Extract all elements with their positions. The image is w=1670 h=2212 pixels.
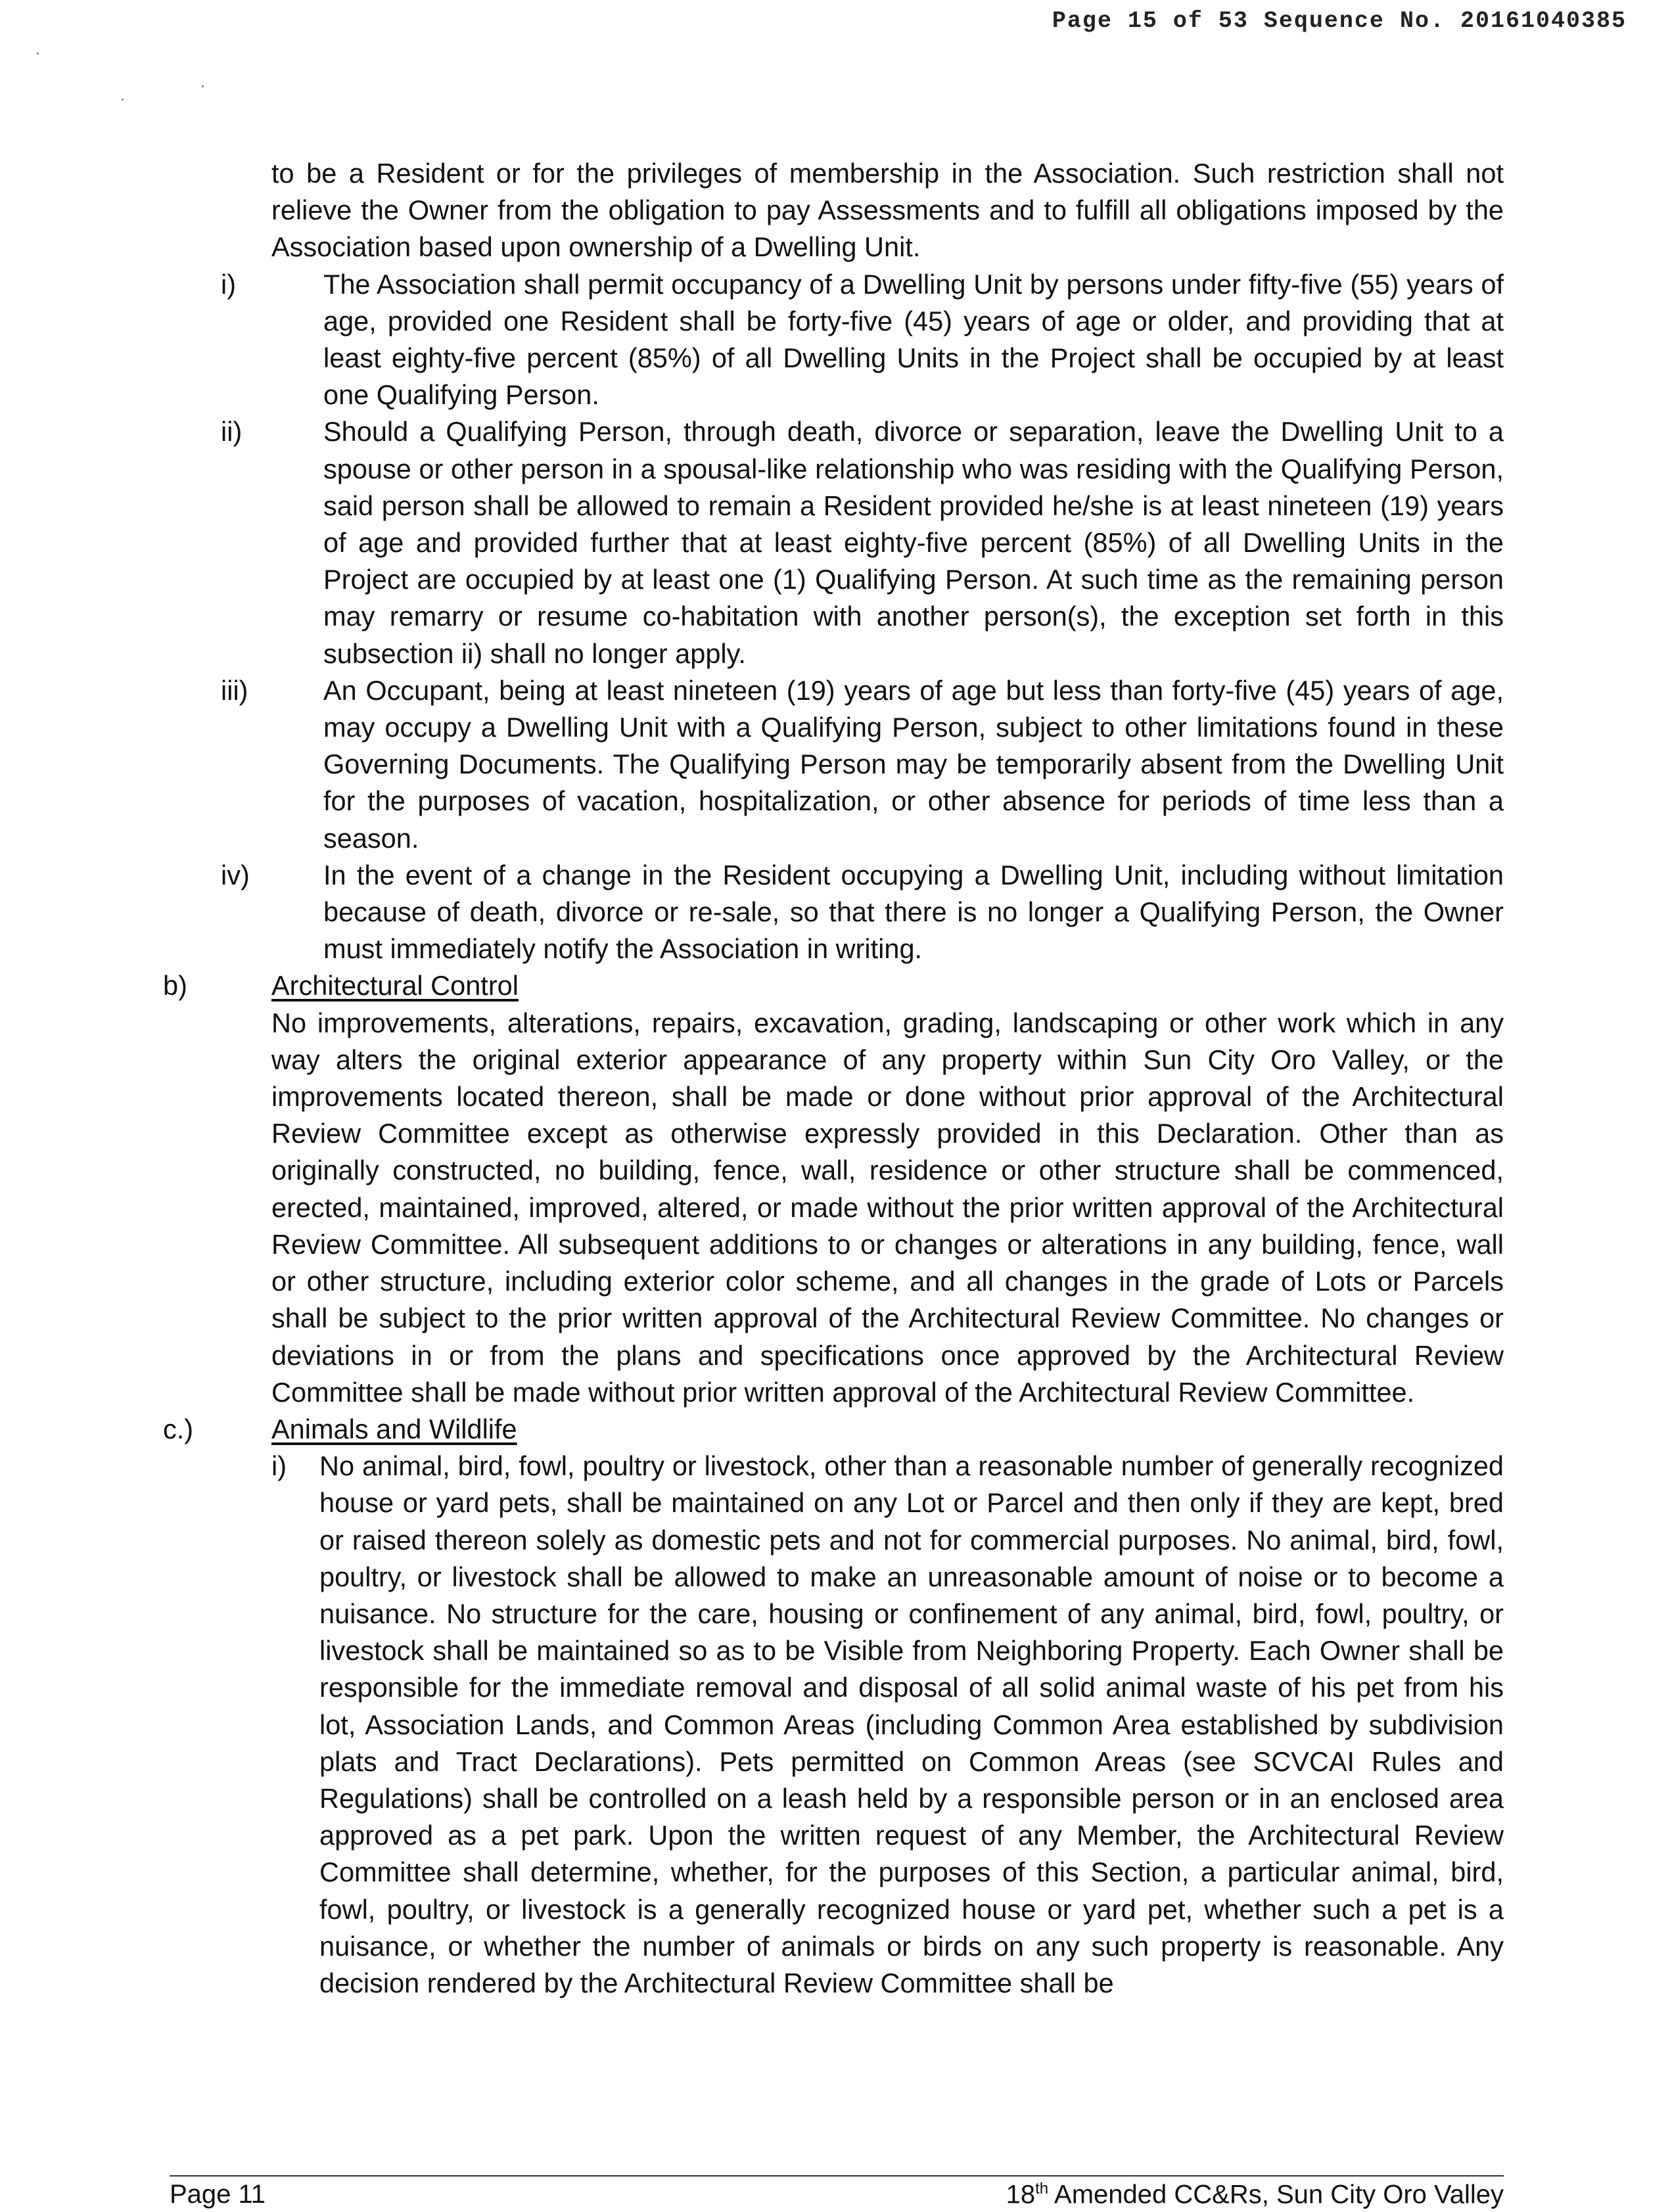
item-number: ii) [221, 416, 243, 448]
sequence-header: Page 15 of 53 Sequence No. 20161040385 [1052, 8, 1627, 34]
scan-speck [37, 53, 39, 55]
footer-page-label: Page 11 [170, 2180, 266, 2209]
item-number: iv) [221, 859, 250, 890]
footer-doc-title: Amended CC&Rs, Sun City Oro Valley [1048, 2180, 1504, 2209]
footer-doc-ordinal: th [1035, 2180, 1049, 2198]
intro-paragraph: to be a Resident or for the privileges of membership in the Association. Such restriction shall not relieve the Owner from the obligation to pay Assessments and to fulfill all obligations imposed by the Association based upon ownership of a Dwelling Unit. [271, 158, 1504, 263]
list-item-i [163, 266, 1504, 414]
footer-doc-number: 18 [1006, 2180, 1036, 2209]
list-item-iv [163, 857, 1504, 968]
section-number: c.) [163, 1413, 194, 1444]
section-number: b) [163, 970, 187, 1002]
section-text: No improvements, alterations, repairs, excavation, grading, landscaping or other work which in any way alters the original exterior appearance of any property within Sun City Oro Valley, or the improvements located thereon, shall be made or done without prior approval of the Architectural Review Committee except as otherwise expressly provided in this Declaration. Other than as originally constructed, no building, fence, wall, residence or other structure shall be commenced, erected, maintained, improved, altered, or made without the prior written approval of the Architectural Review Committee. All subsequent additions to or changes or alterations in any building, fence, wall or other structure, including exterior color scheme, and all changes in the grade of Lots or Parcels shall be subject to the prior written approval of the Architectural Review Committee. No changes or deviations in or from the plans and specifications once approved by the Architectural Review Committee shall be made without prior written approval of the Architectural Review Committee. [271, 1007, 1504, 1408]
scan-speck [122, 99, 124, 101]
section-b [163, 967, 1504, 1410]
section-c [163, 1411, 1504, 2002]
item-text: The Association shall permit occupancy of a Dwelling Unit by persons under fifty-five (55) years of age, provided one Resident shall be forty-five (45) years of age or older, and providing that at least eighty-five percent (85%) of all Dwelling Units in the Project shall be occupied by at least one Qualifying Person. [323, 268, 1504, 411]
item-text: Should a Qualifying Person, through death, divorce or separation, leave the Dwelling Unit to a spouse or other person in a spousal-like relationship who was residing with the Qualifying Person, said person shall be allowed to remain a Resident provided he/she is at least nineteen (19) years of age and provided further that at least eighty-five percent (85%) of all Dwelling Units in the Project are occupied by at least one (1) Qualifying Person. At such time as the remaining person may remarry or resume co-habitation with another person(s), the exception set forth in this subsection ii) shall no longer apply. [323, 416, 1504, 669]
section-c-item-i [271, 1448, 1504, 2002]
item-text: No animal, bird, fowl, poultry or livestock, other than a reasonable number of generally recognized house or yard pets, shall be maintained on any Lot or Parcel and then only if they are kept, bred or raised thereon solely as domestic pets and not for commercial purposes. No animal, bird, fowl, poultry, or livestock shall be allowed to make an unreasonable amount of noise or to become a nuisance. No structure for the care, housing or confinement of any animal, bird, fowl, poultry, or livestock shall be maintained so as to be Visible from Neighboring Property. Each Owner shall be responsible for the immediate removal and disposal of all solid animal waste of his pet from his lot, Association Lands, and Common Areas (including Common Area established by subdivision plats and Tract Declarations). Pets permitted on Common Areas (see SCVCAI Rules and Regulations) shall be controlled on a leash held by a responsible person or in an enclosed area approved as a pet park. Upon the written request of any Member, the Architectural Review Committee shall determine, whether, for the purposes of this Section, a particular animal, bird, fowl, poultry, or livestock is a generally recognized house or yard pet, whether such a pet is a nuisance, or whether the number of animals or birds on any such property is reasonable. Any decision rendered by the Architectural Review Committee shall be [319, 1450, 1504, 1998]
item-number: i) [271, 1450, 287, 1482]
item-text: In the event of a change in the Resident occupying a Dwelling Unit, including without limitation because of death, divorce or re-sale, so that there is no longer a Qualifying Person, the Owner must immediately notify the Association in writing. [323, 859, 1504, 965]
footer-divider [170, 2175, 1504, 2177]
item-text: An Occupant, being at least nineteen (19) years of age but less than forty-five (45) years of age, may occupy a Dwelling Unit with a Qualifying Person, subject to other limitations found in these Governing Documents. The Qualifying Person may be temporarily absent from the Dwelling Unit for the purposes of vacation, hospitalization, or other absence for periods of time less than a season. [323, 674, 1504, 854]
scan-speck [202, 85, 204, 87]
section-title: Animals and Wildlife [271, 1413, 517, 1444]
item-number: i) [221, 268, 237, 300]
section-title: Architectural Control [271, 970, 519, 1002]
footer-document-title [1006, 2180, 1504, 2209]
item-number: iii) [221, 674, 248, 706]
list-item-ii [163, 413, 1504, 672]
document-body [163, 155, 1504, 2002]
list-item-iii [163, 672, 1504, 857]
